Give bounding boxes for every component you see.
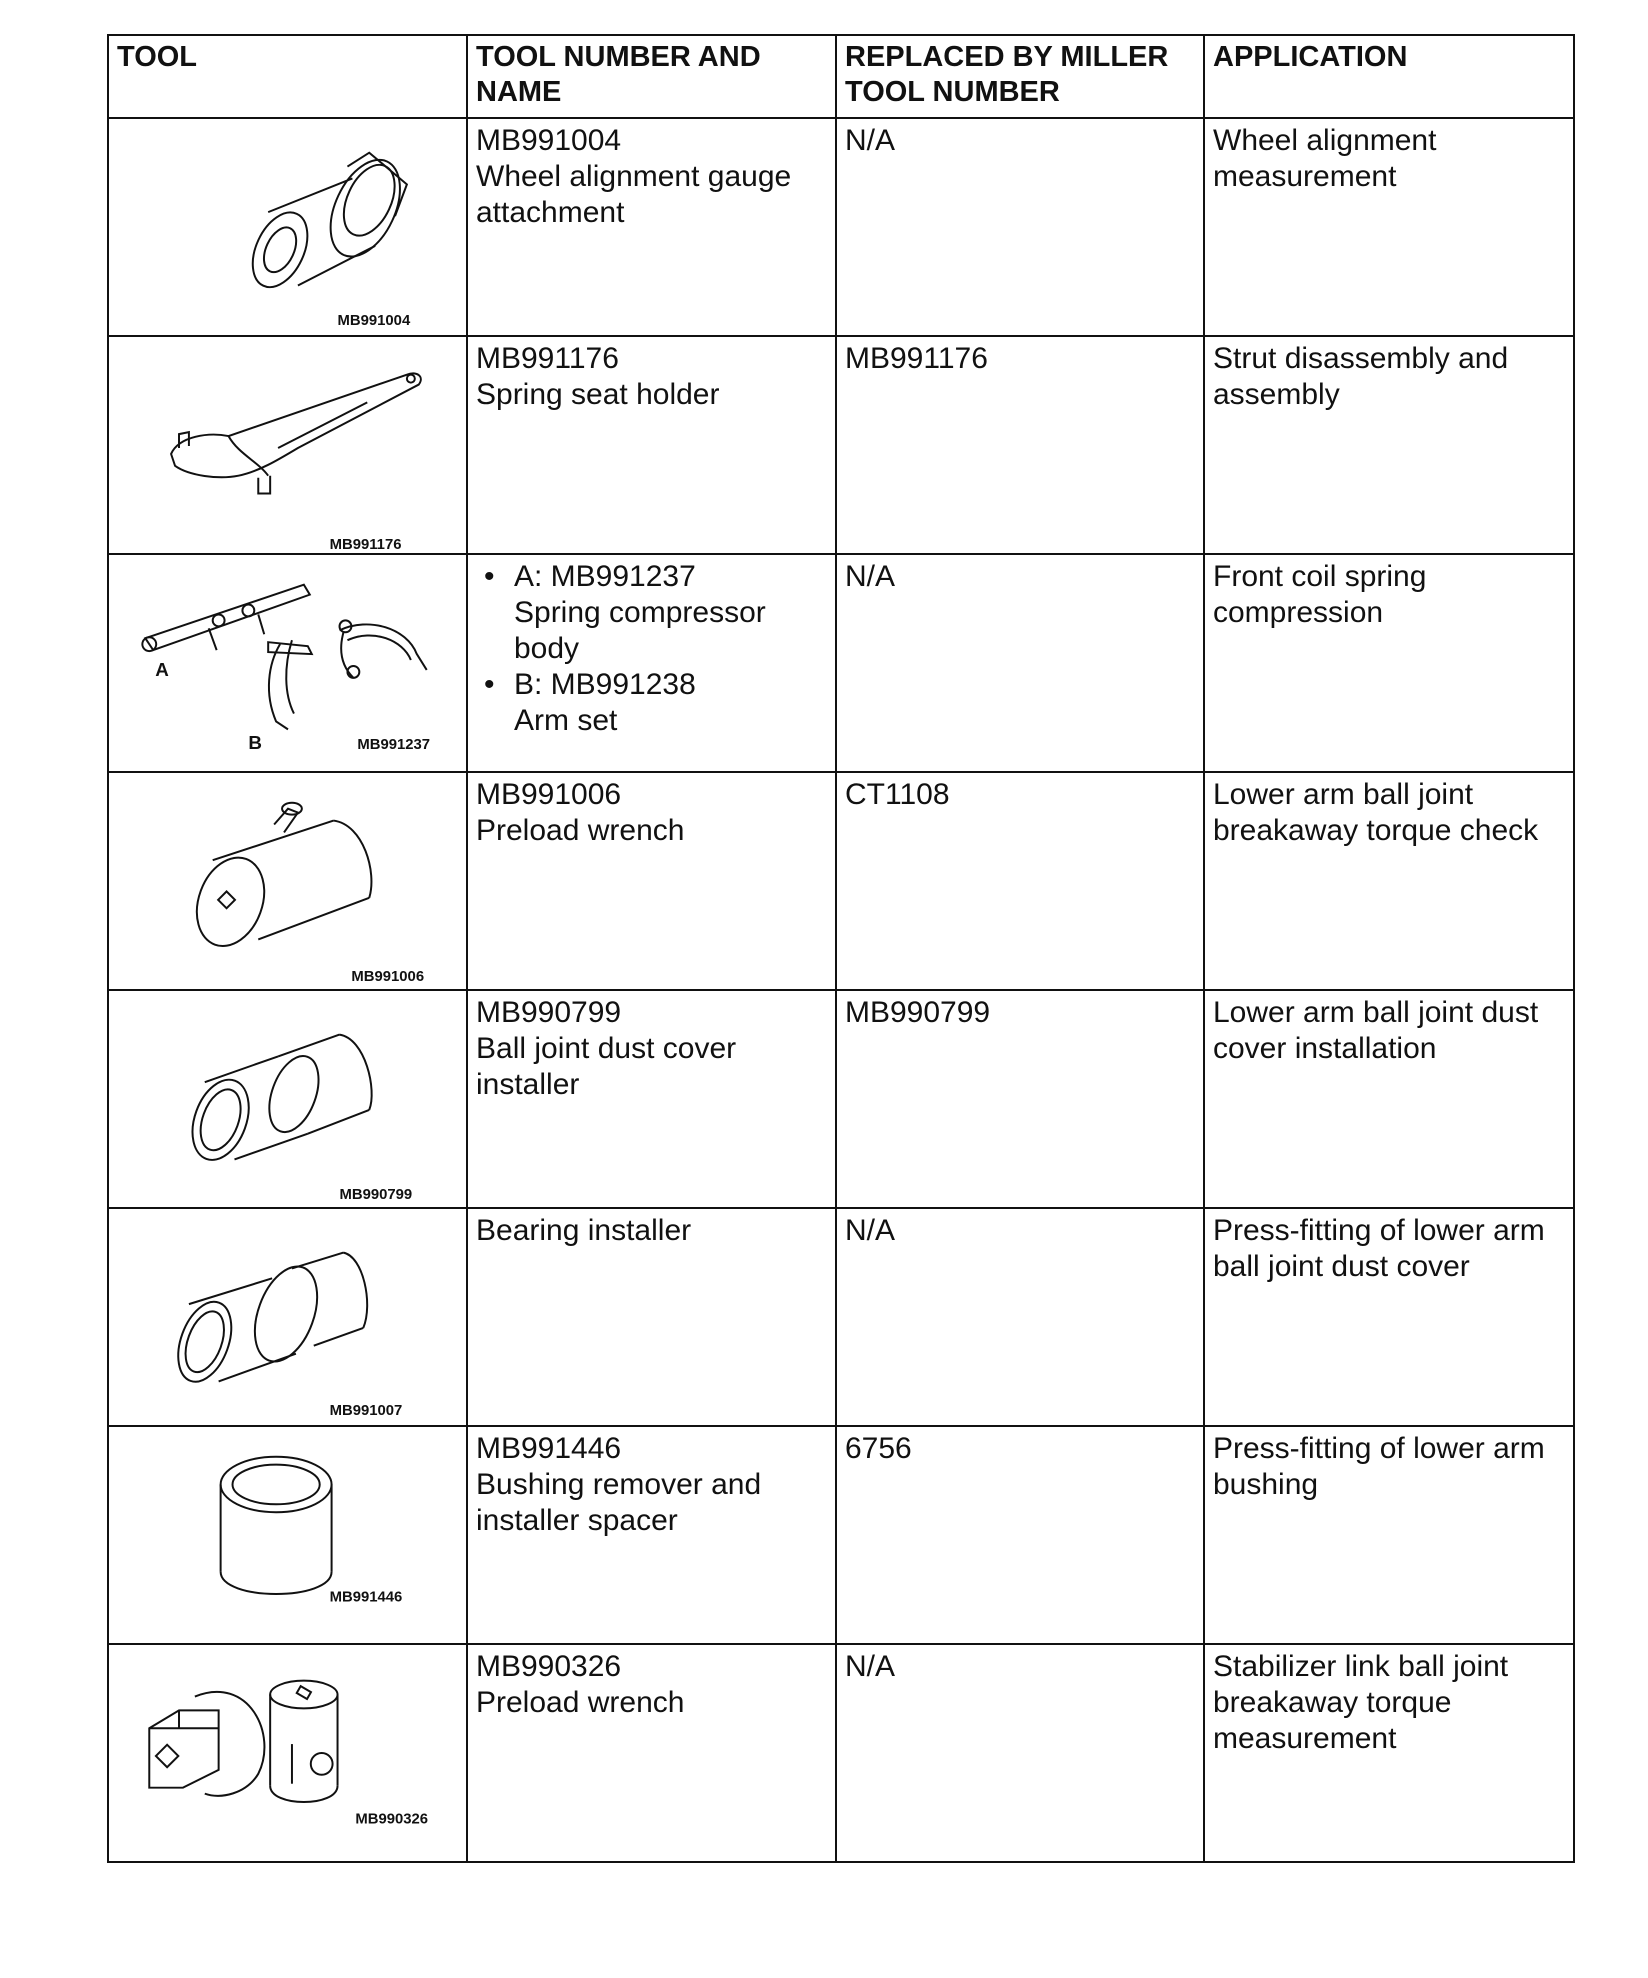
list-item	[514, 559, 827, 667]
table-row	[108, 990, 1574, 1208]
part-number: • B: MB991238	[514, 668, 696, 701]
replaced-by-cell: CT1108	[836, 772, 1204, 990]
table-row	[108, 1644, 1574, 1862]
replaced-by-cell: N/A	[836, 1208, 1204, 1426]
application-cell: Lower arm ball joint dust cover installation	[1204, 990, 1574, 1208]
tool-image-code: MB990326	[355, 1811, 429, 1828]
header-replaced-by: REPLACED BY MILLER TOOL NUMBER	[836, 35, 1204, 118]
tool-image-cell	[108, 990, 467, 1208]
table-row	[108, 336, 1574, 554]
alignment-gauge-attachment-icon	[109, 119, 466, 335]
header-row	[108, 35, 1574, 118]
tool-image-cell	[108, 118, 467, 336]
application-cell: Strut disassembly and assembly	[1204, 336, 1574, 554]
tool-image-cell	[108, 336, 467, 554]
bearing-installer-icon	[109, 1209, 466, 1425]
application-cell: Front coil spring compression	[1204, 554, 1574, 772]
image-label-b: B	[248, 732, 262, 754]
bushing-spacer-icon	[109, 1427, 466, 1643]
header-tool: TOOL	[108, 35, 467, 118]
list-item	[514, 667, 827, 739]
table-row	[108, 118, 1574, 336]
tool-number-cell	[467, 772, 836, 990]
tool-number-cell	[467, 1208, 836, 1426]
tool-number-cell	[467, 990, 836, 1208]
part-name: Spring compressor body	[514, 596, 766, 665]
tool-number-cell	[467, 1426, 836, 1644]
tool-number-cell	[467, 336, 836, 554]
tool-name: Preload wrench	[476, 814, 685, 847]
header-tool-number: TOOL NUMBER AND NAME	[467, 35, 836, 118]
tool-image-cell	[108, 1644, 467, 1862]
part-name: Arm set	[514, 704, 618, 737]
spring-seat-holder-icon	[109, 337, 466, 553]
replaced-by-cell: N/A	[836, 1644, 1204, 1862]
tool-name: Preload wrench	[476, 1686, 685, 1719]
tool-number: MB991446	[476, 1432, 622, 1465]
tool-number: MB991006	[476, 778, 622, 811]
replaced-by-cell: 6756	[836, 1426, 1204, 1644]
table-row	[108, 772, 1574, 990]
application-cell: Stabilizer link ball joint breakaway torque measurement	[1204, 1644, 1574, 1862]
table-row	[108, 554, 1574, 772]
tool-number: MB991176	[476, 342, 619, 375]
tool-number-cell	[467, 118, 836, 336]
tool-image-code: MB991446	[329, 1589, 403, 1606]
replaced-by-cell: MB991176	[836, 336, 1204, 554]
tool-number-cell	[467, 554, 836, 772]
tool-number-cell	[467, 1644, 836, 1862]
parts-list	[476, 559, 827, 739]
tool-image-cell	[108, 1208, 467, 1426]
tool-name: Bearing installer	[476, 1214, 692, 1247]
tool-number: MB990326	[476, 1650, 622, 1683]
replaced-by-cell: MB990799	[836, 990, 1204, 1208]
tool-name: Ball joint dust cover installer	[476, 1032, 737, 1101]
tool-image-code: MB991004	[337, 313, 411, 330]
image-label-a: A	[155, 658, 169, 680]
application-cell: Wheel alignment measurement	[1204, 118, 1574, 336]
tool-image-cell	[108, 554, 467, 772]
tool-name: Spring seat holder	[476, 378, 720, 411]
preload-socket-icon	[109, 1645, 466, 1861]
tool-name: Wheel alignment gauge attachment	[476, 160, 792, 229]
tool-image-code: MB991007	[329, 1403, 403, 1420]
tool-image-code: MB990799	[339, 1187, 413, 1204]
tool-number: MB990799	[476, 996, 622, 1029]
application-cell: Lower arm ball joint breakaway torque check	[1204, 772, 1574, 990]
tool-image-cell	[108, 1426, 467, 1644]
tool-image-code: MB991006	[351, 969, 425, 986]
header-application: APPLICATION	[1204, 35, 1574, 118]
tool-image-cell	[108, 772, 467, 990]
table-row	[108, 1208, 1574, 1426]
replaced-by-cell: N/A	[836, 554, 1204, 772]
dust-cover-installer-icon	[109, 991, 466, 1207]
spring-compressor-icon	[109, 555, 466, 771]
tool-number: MB991004	[476, 124, 622, 157]
tool-image-code: MB991176	[329, 537, 402, 553]
application-cell: Press-fitting of lower arm bushing	[1204, 1426, 1574, 1644]
preload-wrench-icon	[109, 773, 466, 989]
replaced-by-cell: N/A	[836, 118, 1204, 336]
part-number: • A: MB991237	[514, 560, 696, 593]
table-row	[108, 1426, 1574, 1644]
special-tools-table	[107, 34, 1575, 1863]
application-cell: Press-fitting of lower arm ball joint dust cover	[1204, 1208, 1574, 1426]
tool-name: Bushing remover and installer spacer	[476, 1468, 762, 1537]
tool-image-code: MB991237	[357, 737, 431, 754]
